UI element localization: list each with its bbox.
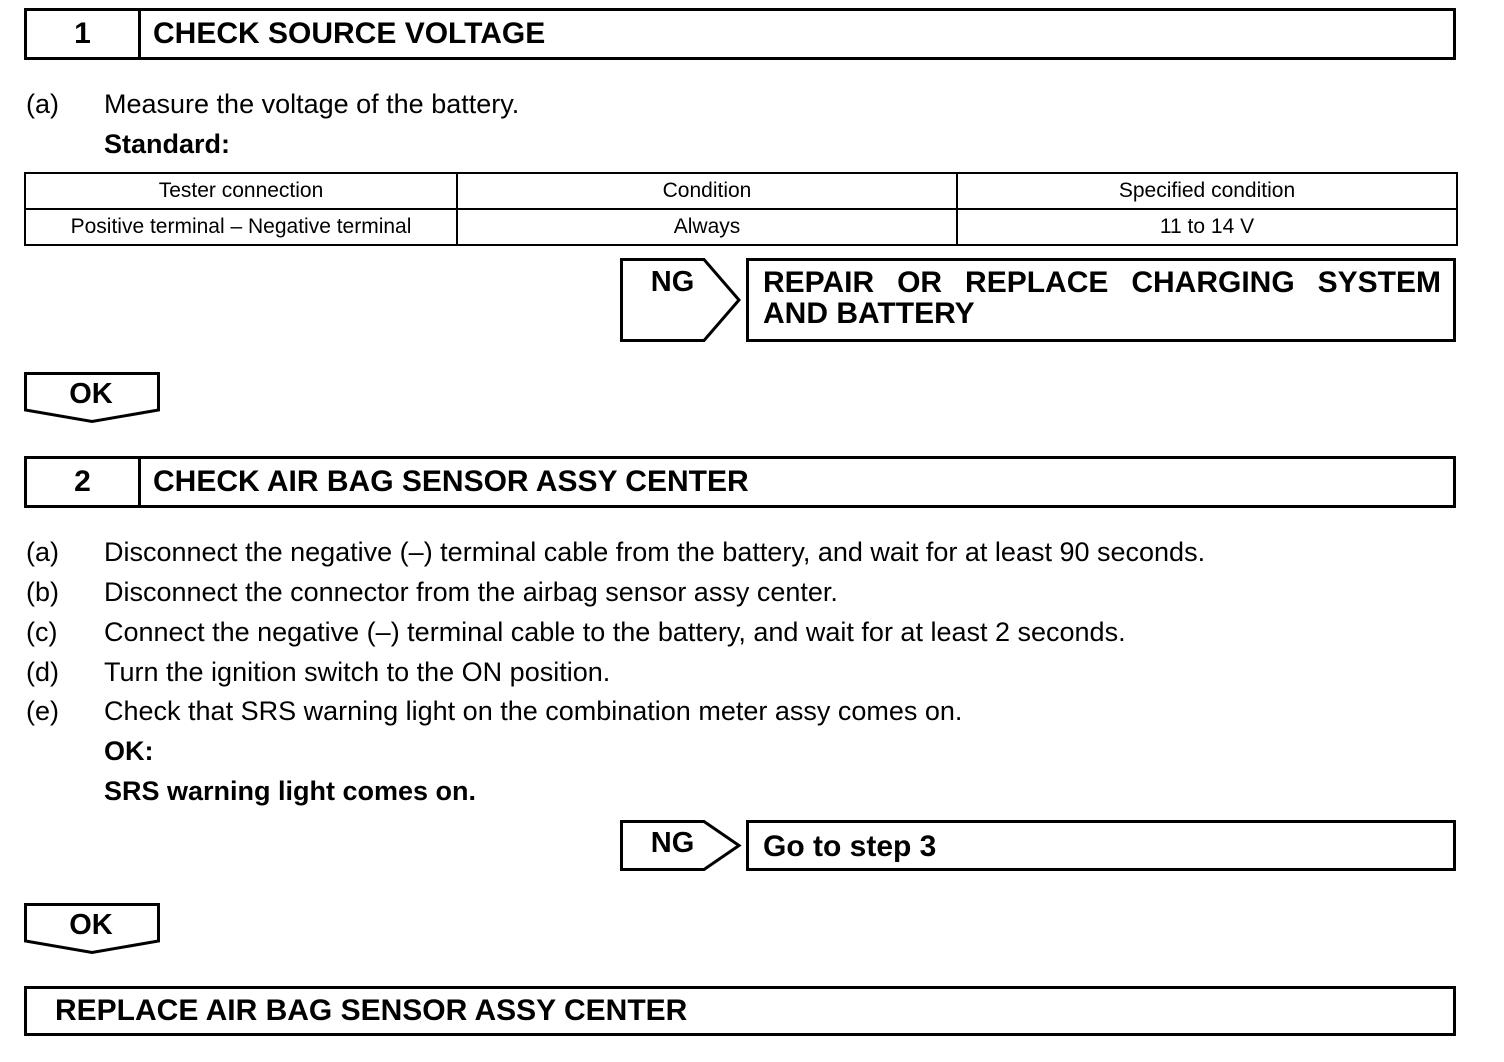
- item-label: (b): [26, 577, 59, 607]
- step-2-title: CHECK AIR BAG SENSOR ASSY CENTER: [153, 465, 749, 498]
- step-2-number: 2: [27, 459, 141, 505]
- step-1-ng-result: [746, 258, 1456, 342]
- item-label: (d): [26, 657, 59, 687]
- ok-label: OK: [69, 378, 113, 410]
- table-header-row: [25, 173, 1457, 209]
- ok-label: OK: [69, 909, 113, 941]
- step-2-ok-arrow: [24, 903, 160, 955]
- table-header-cell: Condition: [457, 173, 957, 209]
- table-row: [25, 209, 1457, 245]
- item-text: Disconnect the connector from the airbag sensor assy center.: [104, 577, 838, 607]
- table-header-cell: Tester connection: [25, 173, 457, 209]
- item-label: (a): [26, 537, 59, 567]
- table-header-cell: Specified condition: [957, 173, 1457, 209]
- ng-result-line: REPAIR OR REPLACE CHARGING SYSTEM: [763, 266, 1441, 299]
- step-2-item-c: [26, 612, 1476, 652]
- step-1-header: [24, 8, 1456, 60]
- step-2-item-a: [26, 532, 1476, 572]
- step-2-header: [24, 456, 1456, 508]
- step-2-item-b: [26, 572, 1476, 612]
- step-1-ok-arrow: [24, 372, 160, 424]
- spec-table: [24, 172, 1458, 246]
- step-1-ng-arrow: [620, 258, 744, 342]
- step-1-item-a: [26, 84, 1426, 124]
- table-cell: 11 to 14 V: [957, 209, 1457, 245]
- item-label: (c): [26, 617, 58, 647]
- ok-heading: OK:: [104, 736, 154, 766]
- step-1-title: CHECK SOURCE VOLTAGE: [153, 17, 546, 50]
- final-action-text: REPLACE AIR BAG SENSOR ASSY CENTER: [55, 994, 688, 1027]
- item-label: (e): [26, 696, 59, 726]
- item-text: Connect the negative (–) terminal cable to the battery, and wait for at least 2 seconds.: [104, 617, 1126, 647]
- ng-label: NG: [650, 266, 695, 298]
- step-2-item-e: [26, 691, 1476, 731]
- item-text: Disconnect the negative (–) terminal cable from the battery, and wait for at least 90 seconds.: [104, 537, 1206, 567]
- step-1-number: 1: [27, 11, 141, 57]
- table-cell: Positive terminal – Negative terminal: [25, 209, 457, 245]
- item-text: Check that SRS warning light on the combination meter assy comes on.: [104, 696, 963, 726]
- step-2-ng-arrow: [620, 820, 744, 872]
- ng-result-text: Go to step 3: [763, 830, 937, 863]
- ok-condition: SRS warning light comes on.: [104, 776, 477, 806]
- item-text: Measure the voltage of the battery.: [104, 89, 520, 119]
- step-2-item-d: [26, 652, 1476, 692]
- ng-label: NG: [650, 827, 695, 859]
- step-2-ng-result: [746, 820, 1456, 871]
- final-action-box: [24, 986, 1456, 1036]
- table-cell: Always: [457, 209, 957, 245]
- item-label: (a): [26, 89, 59, 119]
- ng-result-line: AND BATTERY: [763, 297, 975, 330]
- item-text: Turn the ignition switch to the ON position.: [104, 657, 611, 687]
- standard-label: Standard:: [104, 129, 231, 159]
